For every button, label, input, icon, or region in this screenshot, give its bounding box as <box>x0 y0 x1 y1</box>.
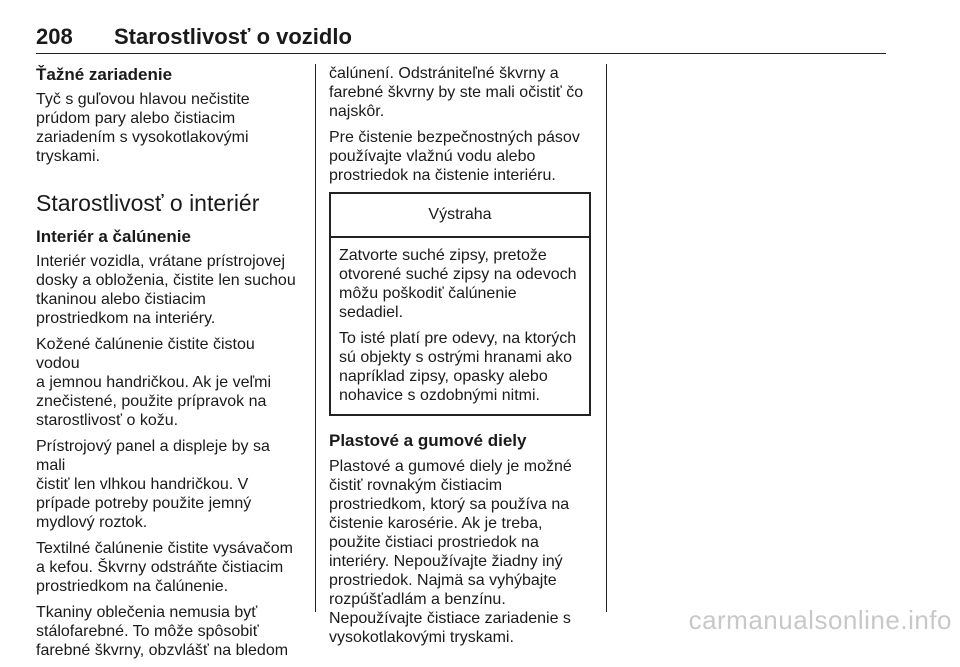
plastic-rubber-heading: Plastové a gumové diely <box>329 431 527 450</box>
clothing-paragraph: Tkaniny oblečenia nemusia byť stálofarebné. To môže spôsobiť farebné škvrny, obzvlášť na bledom <box>36 604 289 659</box>
column-divider-left <box>315 64 316 612</box>
warning-box <box>329 192 591 416</box>
warning-paragraph: Zatvorte suché zipsy, pretože otvorené suché zipsy na odevoch môžu poškodiť čalúnenie sedadiel. <box>339 247 577 321</box>
page-header <box>36 24 886 50</box>
chapter-title: Starostlivosť o vozidlo <box>114 24 352 49</box>
column-divider-right <box>606 64 607 612</box>
column-left <box>36 64 302 667</box>
header-divider <box>36 53 886 54</box>
textile-paragraph: Textilné čalúnenie čistite vysávačom a kefou. Škvrny odstráňte čistiacim prostriedkom na čalúnenie. <box>36 540 294 595</box>
towbar-heading: Ťažné zariadenie <box>36 65 173 84</box>
towbar-text: Tyč s guľovou hlavou nečistite prúdom pary alebo čistiacim zariadením s vysokotlakovými tryskami. <box>36 91 250 165</box>
seatbelt-paragraph: Pre čistenie bezpečnostných pásov používajte vlažnú vodu alebo prostriedok na čistenie interiéru. <box>329 129 580 184</box>
column-middle <box>329 64 593 654</box>
interior-upholstery-subheading: Interiér a čalúnenie <box>36 227 191 246</box>
warning-title: Výstraha <box>331 194 589 238</box>
dashboard-paragraph: Prístrojový panel a displeje by sa mali čistiť len vlhkou handričkou. V prípade potreby použite jemný mydlový roztok. <box>36 438 270 531</box>
plastic-rubber-paragraph: Plastové a gumové diely je možné čistiť rovnakým čistiacim prostriedkom, ktorý sa používa na čistenie karosérie. Ak je treba, použite čistiaci prostriedok na interiéry. Nepoužívajte žiadny iný prostriedok. Najmä sa vyhýbajte rozpúšťadlám a benzínu. Nepoužívajte čistiace zariadenie s vysokotlakovými tryskami. <box>329 458 572 646</box>
stains-paragraph: čalúnení. Odstrániteľné škvrny a farebné škvrny by ste mali očistiť čo najskôr. <box>329 65 584 120</box>
page-number: 208 <box>36 24 73 49</box>
interior-care-heading: Starostlivosť o interiér <box>36 190 260 216</box>
warning-paragraph: To isté platí pre odevy, na ktorých sú objekty s ostrými hranami ako napríklad zipsy, opasky alebo nohavice s ozdobnými nitmi. <box>339 330 577 404</box>
warning-body <box>331 238 589 414</box>
interior-paragraph: Interiér vozidla, vrátane prístrojovej dosky a obloženia, čistite len suchou tkaninou alebo čistiacim prostriedkom na interiéry. <box>36 253 296 327</box>
leather-paragraph: Kožené čalúnenie čistite čistou vodou a jemnou handričkou. Ak je veľmi znečistené, použite prípravok na starostlivosť o kožu. <box>36 336 272 429</box>
watermark-text: carmanualsonline.info <box>688 605 952 635</box>
